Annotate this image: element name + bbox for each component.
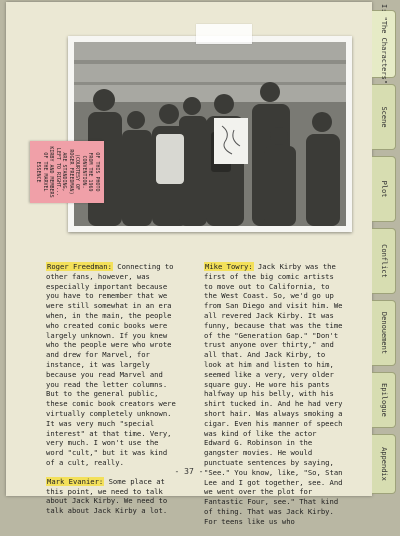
tab-label: Scene: [379, 106, 388, 128]
tab-label: Conflict: [379, 244, 388, 278]
paragraph-text: Connecting to other fans, however, was especially important because you have to remember that we were still somewhat in an era when, in the main, the people who created comic books were largely unknown. If you knew who the people were who wrote and drew for Marvel, for instance, it was largely because you read Marvel and you read the letter columns. But to the general public, these comic book creators were virtually completely unknown. It was very much "special interest" at that time. Very, very much. I won't use the word "cult," but it was kind of a cult, really.: [46, 262, 176, 467]
speaker-label: Mark Evanier:: [47, 476, 104, 486]
tab-appendix[interactable]: [372, 434, 396, 494]
paragraph-text: Jack Kirby was the first of the big comic artists to move out to California, to the West Coast. So, we'd go up from San Diego and visit him. We all revered Jack Kirby. It was funny, because that was the time of the "Generation Gap." "Don't trust anyone over thirty," and all that. And Jack Kirby, to look at him and listen to him, seemed like a very, very older square guy. He wore his pants halfway up his belly, with his shirt tucked in. And he had very short hair. Was always smoking a cigar. Even his manner of speech was kind of like the actor Edward G. Robinson in the gangster movies. He would punctuate sentences by saying, "See." You know, like, "So, Stan Lee and I got together, see. And we went over the plot for Fantastic Four, see." That kind of thing. That was Jack Kirby. For teens like us who: [204, 262, 343, 526]
page-number: - 37 -: [174, 467, 204, 476]
speaker-label: Roger Freedman:: [47, 262, 112, 271]
photo-image: [74, 42, 346, 226]
tab-label: Denouement: [379, 311, 388, 355]
tab-label: Plot: [379, 180, 388, 198]
paragraph-text: Some place at this point, we need to talk about Jack Kirby. We need to talk about Jack Kirby a lot.: [46, 476, 168, 516]
paragraph-mark: [46, 477, 176, 516]
tab-label: I: "The Characters": [379, 3, 388, 85]
tab-plot[interactable]: [372, 156, 396, 222]
sticky-note-text: OF THIS PHOTO FROM THE 1969 CONVENTION. (COURTESY OF ROGER FREEDMAN) ARE STANDING, LEFT TO RIGHT... KIRBY AND MEMBERS OF THE MARVEL ESSENCE: [35, 146, 100, 198]
chapter-tabs: [372, 0, 400, 500]
tape-strip: [196, 24, 252, 44]
tab-conflict[interactable]: [372, 228, 396, 294]
tab-epilogue[interactable]: [372, 372, 396, 428]
paragraph-roger: [46, 262, 176, 468]
paragraph-mike: [204, 262, 344, 527]
tab-denouement[interactable]: [372, 300, 396, 366]
tab-label: Epilogue: [379, 383, 388, 417]
photo-illustration: [74, 42, 346, 226]
tab-characters[interactable]: [372, 3, 396, 85]
tab-scene[interactable]: [372, 84, 396, 150]
speaker-label: Mike Towry:: [205, 262, 253, 271]
book-page: [6, 2, 372, 526]
sticky-note: [30, 141, 104, 203]
group-photo: [68, 36, 352, 232]
left-column: [46, 262, 176, 525]
tab-label: Appendix: [379, 447, 388, 481]
right-column: [204, 262, 344, 536]
